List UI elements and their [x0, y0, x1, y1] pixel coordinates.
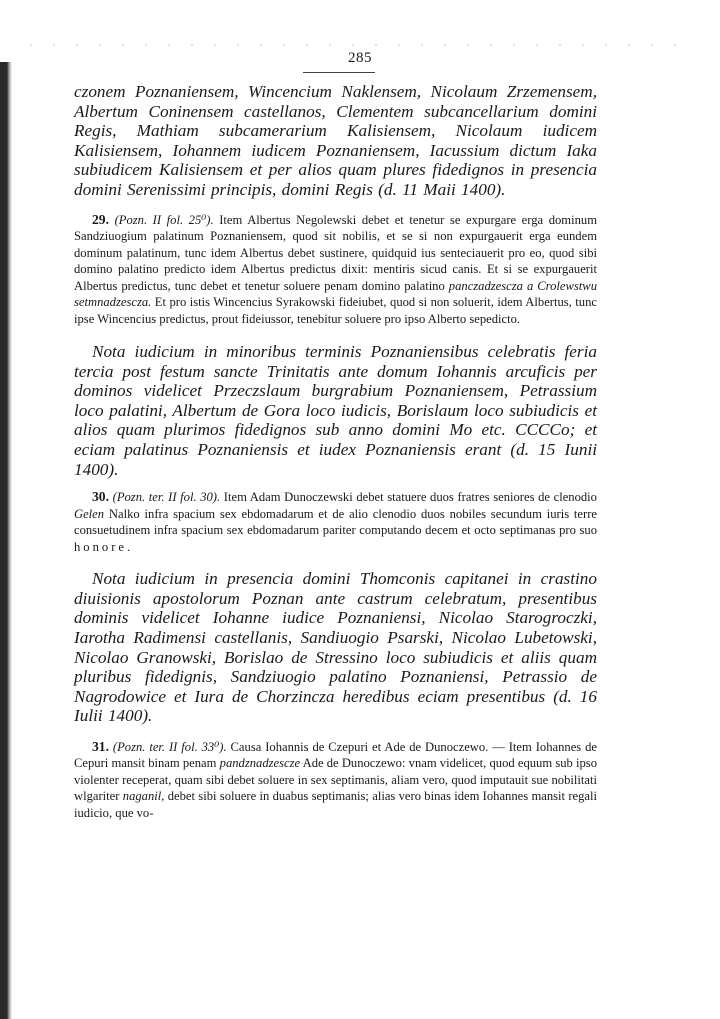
nota-paragraph-2: Nota iudicium in presencia domini Thomconis capitanei in crastino diuisionis apostolorum Poznan ante castrum celebratum, presentibus dominis videlicet Iohanne iudice Poznaniensi, Nicolao Starogroczki, Iarotha Radimensi castellanis, Sandiuogio Psarski, Nicolao Lubetowski, Nicolao Granowski, Borislao de Stressino loco subiudicis et aliis quam pluribus fidedignis, Sandziuogio palatino Poznaniensi, Petrassio de Nagrodowice et Iura de Chorzincza heredibus eciam presentibus (d. 16 Iulii 1400).	[74, 569, 597, 726]
entry-vernacular: naganil,	[122, 789, 165, 804]
entry-text: Ade de Dunoczewo: vnam videlicet, quod equum sub ipso violenter receperat, quam sibi debet soluere in sex septimanis, aliam vero, quod imputauit sue nobilitati wlgariter	[74, 756, 597, 804]
entry-reference: (Pozn. ter. II fol. 30).	[112, 490, 221, 505]
binding-edge	[0, 62, 12, 1019]
entry-text: Et pro istis Wincencius Syrakowski fideiubet, quod si non soluerit, idem Albertus, tunc ipse Wincencius predictus, prout fideiussor, tenebitur soluere pro ipso Alberto sepedicto.	[74, 295, 597, 326]
entry-clenodium: Gelen	[74, 506, 105, 521]
entry-reference: (Pozn. II fol. 25⁰).	[114, 212, 214, 227]
page-number: 285	[348, 50, 372, 66]
entry-text: Nalko infra spacium sex ebdomadarum et de alio clenodio duos nobiles secundum iuris terre consuetudinem infra spacium sex ebdomadarum pariter computando decem et octo septimanas pro suo	[74, 506, 597, 538]
entry-number: 30.	[92, 489, 109, 505]
nota-paragraph-1: Nota iudicium in minoribus terminis Poznaniensibus celebratis feria tercia post festum sancte Trinitatis ante domum Iohannis arcuficis per dominos videlicet Przeczslaum burgrabium Poznaniensem, Petrassium loco palatini, Albertum de Gora loco iudicis, Borislaum loco subiudicis et alios quam plurimos fidedignos sub anno domini Mo etc. CCCCo; et eciam palatinus Poznaniensis et iudex Poznaniensis erant (d. 15 Iunii 1400).	[74, 342, 597, 479]
entry-reference: (Pozn. ter. II fol. 33⁰).	[112, 739, 227, 754]
intro-paragraph: czonem Poznaniensem, Wincencium Naklensem, Nicolaum Zrzemensem, Albertum Coninensem castellanos, Clementem subcancellarium domini Regis, Mathiam subcamerarium Kalisiensem, Nicolaum iudicem Kalisiensem, Iohannem iudicem Poznaniensem, Iacussium dictum Iaka subiudicem Kalisiensem et per alios quam plures fidedignos in presencia domini Serenissimi principis, domini Regis (d. 11 Maii 1400).	[74, 82, 597, 199]
scan-noise	[30, 44, 690, 46]
entry-29	[74, 212, 597, 328]
entry-text: Item Adam Dunoczewski debet statuere duos fratres seniores de clenodio	[223, 490, 597, 505]
page-body	[74, 82, 597, 821]
entry-number: 29.	[92, 211, 109, 227]
entry-vernacular: pandznadzescze	[219, 756, 301, 771]
entry-text: debet sibi soluere in duabus septimanis; alias vero binas idem Iohannes mansit regali iudicio, que vo-	[74, 789, 597, 820]
page-number-rule	[303, 72, 375, 73]
entry-text: Item Albertus Negolewski debet et tenetur se expurgare erga dominum Sandziuogium palatinum Poznaniensem, quod sit nobilis, et se si non expurgauerit erga eundem dominum palatinum, tunc idem Albertus debet sustinere, quidquid ius senteciauerit pro eo, quod sibi domino palatino predicto idem Albertus predictus dixit: mentiris sicud canis. Et si se expurgauerit Albertus predictus, tunc debet et tenetur soluere penam domino palatino	[74, 212, 597, 293]
entry-30	[74, 489, 597, 555]
entry-number: 31.	[92, 738, 109, 754]
entry-quote: panczadzescza a Crolewstwu setmnadzescza.	[74, 278, 597, 310]
entry-31	[74, 739, 597, 822]
entry-spaced-word: honore.	[74, 539, 134, 554]
entry-text: Causa Iohannis de Czepuri et Ade de Dunoczewo. — Item Iohannes de Cepuri mansit binam penam	[74, 739, 597, 771]
